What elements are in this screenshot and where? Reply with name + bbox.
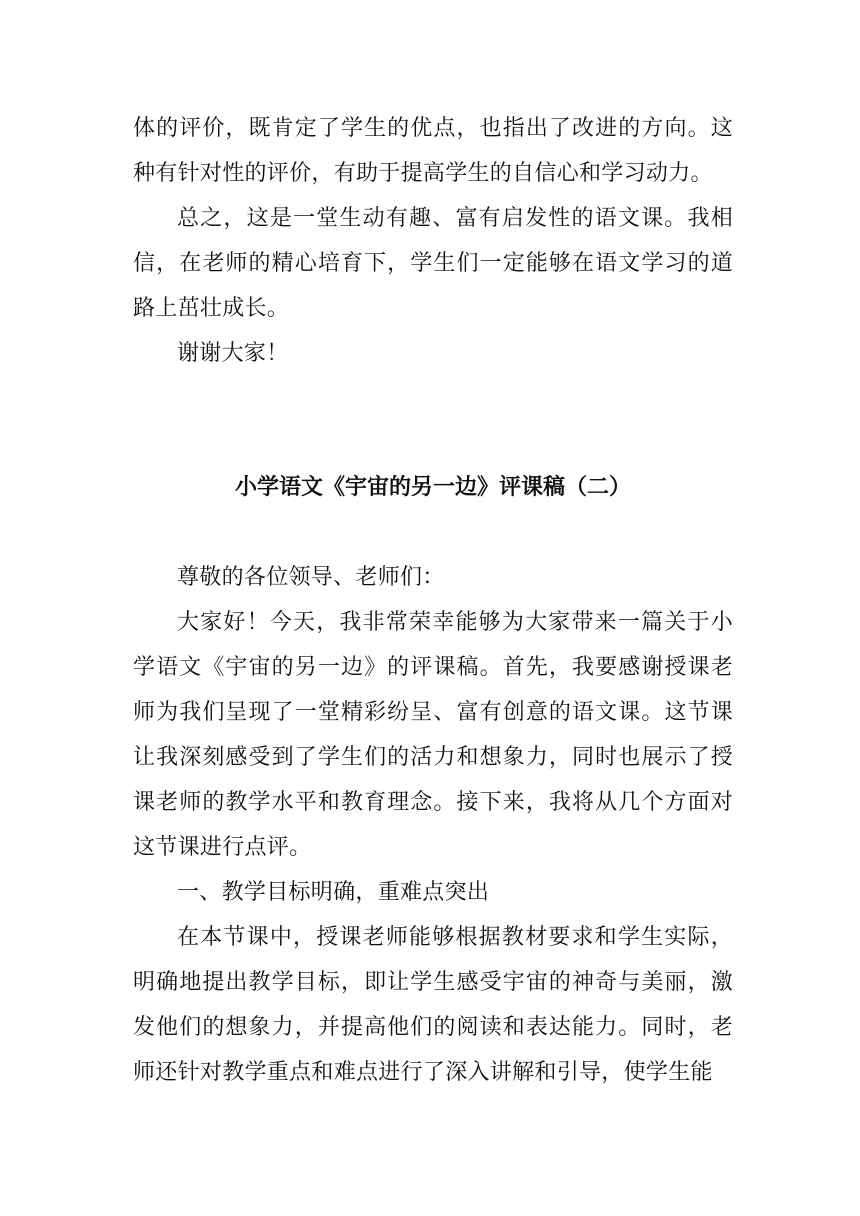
paragraph-continuation: 体的评价，既肯定了学生的优点，也指出了改进的方向。这种有针对性的评价，有助于提高学生的自信心和学习动力。 [133, 116, 733, 186]
top-text-block [133, 106, 733, 376]
paragraph-conclusion: 总之，这是一堂生动有趣、富有启发性的语文课。我相信，在老师的精心培育下，学生们一定能够在语文学习的道路上茁壮成长。 [133, 206, 733, 321]
paragraph-thanks: 谢谢大家！ [177, 341, 289, 366]
bottom-text-block [133, 555, 733, 1095]
paragraph-introduction: 大家好！今天，我非常荣幸能够为大家带来一篇关于小学语文《宇宙的另一边》的评课稿。首先，我要感谢授课老师为我们呈现了一堂精彩纷呈、富有创意的语文课。这节课让我深刻感受到了学生们的活力和想象力，同时也展示了授课老师的教学水平和教育理念。接下来，我将从几个方面对这节课进行点评。 [133, 610, 733, 860]
paragraph-objectives: 在本节课中，授课老师能够根据教材要求和学生实际，明确地提出教学目标，即让学生感受宇宙的神奇与美丽，激发他们的想象力，并提高他们的阅读和表达能力。同时，老师还针对教学重点和难点进行了深入讲解和引导，使学生能 [133, 925, 733, 1085]
section-heading-1: 一、教学目标明确，重难点突出 [177, 880, 490, 905]
section-title: 小学语文《宇宙的另一边》评课稿（二） [234, 475, 631, 500]
paragraph-salutation: 尊敬的各位领导、老师们： [177, 565, 445, 590]
